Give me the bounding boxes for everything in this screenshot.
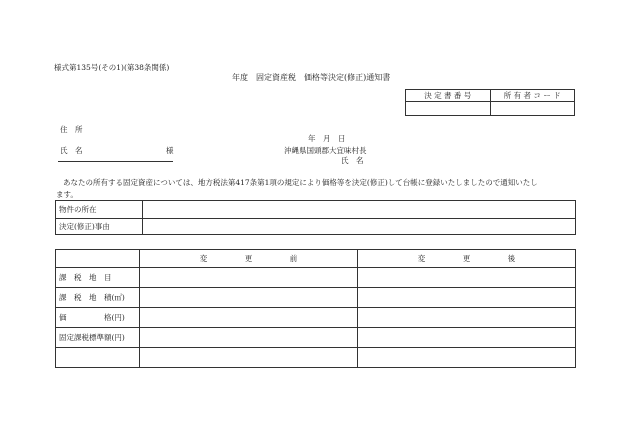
before-blank-field[interactable]	[140, 348, 358, 368]
code-box	[405, 89, 575, 116]
address-label: 住 所	[60, 125, 83, 134]
page-title: 年度 固定資産税 価格等決定(修正)通知書	[232, 73, 391, 82]
after-tax-base-field[interactable]	[358, 328, 576, 348]
change-table-corner	[56, 250, 140, 268]
owner-code-field[interactable]	[490, 102, 575, 116]
before-price-field[interactable]	[140, 308, 358, 328]
honorific: 様	[166, 146, 174, 155]
issuer-name-label: 氏 名	[341, 156, 364, 165]
row-label-land-category: 課 税 地 目	[56, 268, 140, 288]
decision-number-label: 決 定 書 番 号	[406, 90, 491, 102]
before-land-area-field[interactable]	[140, 288, 358, 308]
before-land-category-field[interactable]	[140, 268, 358, 288]
property-location-label: 物件の所在	[56, 201, 143, 219]
after-blank-field[interactable]	[358, 348, 576, 368]
owner-code-label: 所 有 者 コ ー ド	[490, 90, 575, 102]
row-label-land-area: 課 税 地 積(㎡)	[56, 288, 140, 308]
row-label-price: 価 格(円)	[56, 308, 140, 328]
reason-field[interactable]	[143, 219, 576, 235]
property-location-field[interactable]	[143, 201, 576, 219]
decision-number-field[interactable]	[406, 102, 491, 116]
after-price-field[interactable]	[358, 308, 576, 328]
after-land-category-field[interactable]	[358, 268, 576, 288]
header-after: 変 更 後	[358, 250, 576, 268]
form-number: 様式第135号(その1)(第38条関係)	[54, 63, 170, 72]
after-land-area-field[interactable]	[358, 288, 576, 308]
before-tax-base-field[interactable]	[140, 328, 358, 348]
row-label-blank	[56, 348, 140, 368]
row-label-tax-base: 固定課税標準額(円)	[56, 328, 140, 348]
property-info-table	[55, 200, 576, 235]
body-text-line2: ます。	[56, 190, 78, 199]
name-underline	[58, 161, 173, 162]
reason-label: 決定(修正)事由	[56, 219, 143, 235]
header-before: 変 更 前	[140, 250, 358, 268]
name-label: 氏 名	[60, 146, 83, 155]
issuer: 沖縄県国頭郡大宜味村長	[284, 146, 367, 155]
body-text-line1: あなたの所有する固定資産については、地方税法第417条第1項の規定により価格等を決定(修正)して台帳に登録いたしましたので通知いたし	[63, 178, 538, 187]
date-line: 年 月 日	[308, 134, 346, 143]
change-table	[55, 249, 576, 368]
